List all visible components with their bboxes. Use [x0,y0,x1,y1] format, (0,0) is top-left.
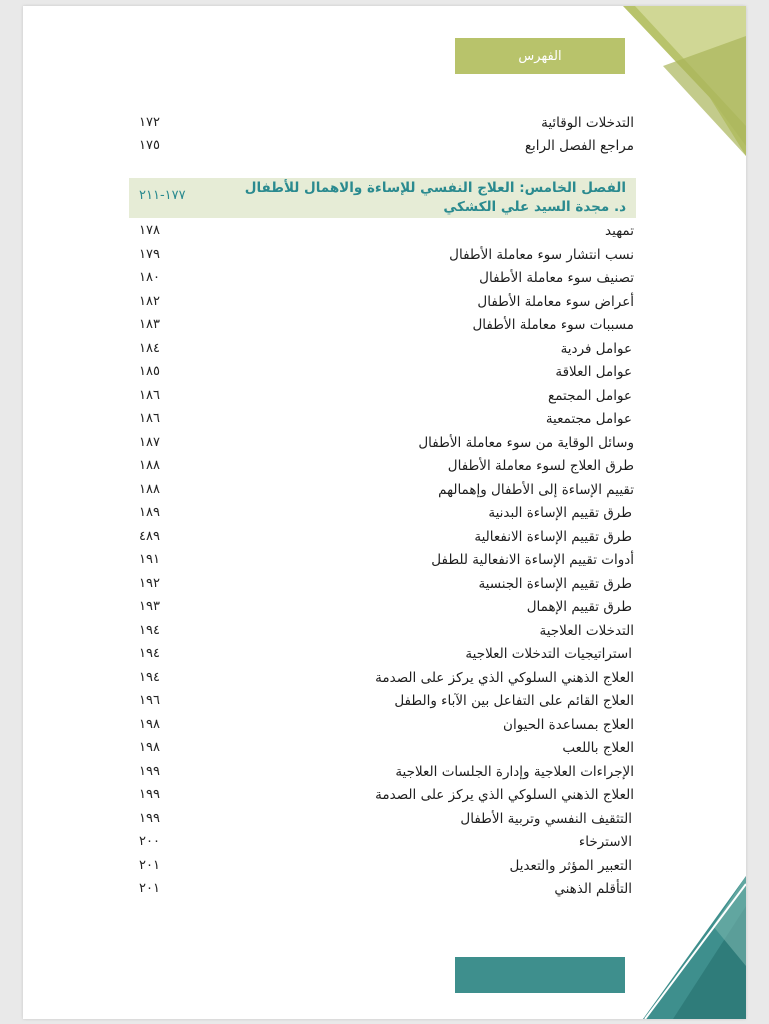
toc-entry [139,455,634,477]
toc-entry-title: الاسترخاء [578,834,632,850]
toc-entry [139,244,634,266]
toc-entry-title: العلاج الذهني السلوكي الذي يركز على الصدمة [375,787,634,803]
header-title: الفهرس [518,48,562,64]
toc-entry-title: تقييم الإساءة إلى الأطفال وإهمالهم [438,482,634,498]
toc-entry [139,549,634,571]
toc-entry [139,784,634,806]
toc-page-number: ١٧٥ [139,138,160,153]
toc-entry [139,714,634,736]
toc-page-number: ١٨٨ [139,458,160,473]
toc-entry-title: طرق تقييم الإهمال [526,599,632,615]
toc-page-number: ١٩٤ [139,670,160,685]
chapter-heading [129,178,636,218]
toc-page-number: ١٨٨ [139,482,160,497]
toc-entry-title: طرق تقييم الإساءة الجنسية [478,576,632,592]
toc-entry-title: وسائل الوقاية من سوء معاملة الأطفال [418,435,634,451]
toc-entry-title: التأقلم الذهني [554,881,632,897]
toc-entry [139,432,634,454]
toc-page-number: ٢٠١ [139,881,160,896]
toc-entry-title: نسب انتشار سوء معاملة الأطفال [449,247,634,263]
toc-entry-title: التعبير المؤثر والتعديل [509,858,632,874]
toc-entry [139,808,634,830]
toc-entry [139,596,634,618]
toc-page-number: ١٩٣ [139,599,160,614]
toc-entry [139,878,634,900]
toc-page-number: ١٨٠ [139,270,160,285]
toc-page-number: ١٩٤ [139,646,160,661]
toc-entry-title: مراجع الفصل الرابع [524,138,634,154]
toc-entry [139,135,634,157]
toc-entry-title: العلاج باللعب [562,740,634,756]
chapter-title: الفصل الخامس: العلاج النفسي للإساءة والاهمال للأطفال [244,180,626,196]
toc-page [23,6,746,1019]
toc-entry [139,408,634,430]
toc-page-number: ١٧٨ [139,223,160,238]
toc-entry [139,526,634,548]
toc-entry [139,620,634,642]
toc-entry [139,667,634,689]
toc-entry [139,690,634,712]
toc-entry [139,385,634,407]
toc-page-number: ١٩١ [139,552,160,567]
toc-entry [139,573,634,595]
toc-entry-title: طرق تقييم الإساءة الانفعالية [474,529,632,545]
toc-page-number: ١٨٧ [139,435,160,450]
toc-entry [139,737,634,759]
toc-entry [139,338,634,360]
toc-page-number: ٢٠٠ [139,834,160,849]
toc-page-number: ١٩٦ [139,693,160,708]
toc-page-number: ١٩٤ [139,623,160,638]
toc-page-number: ١٨٩ [139,505,160,520]
toc-page-number: ١٩٨ [139,717,160,732]
toc-entry [139,112,634,134]
toc-page-number: ٤٨٩ [139,529,160,544]
toc-entry-title: التدخلات العلاجية [539,623,634,639]
toc-entry-title: تمهيد [605,223,634,239]
toc-entry [139,831,634,853]
toc-entry [139,643,634,665]
toc-entry-title: الإجراءات العلاجية وإدارة الجلسات العلاجية [395,764,634,780]
toc-entry-title: تصنيف سوء معاملة الأطفال [479,270,634,286]
toc-entry-title: العلاج القائم على التفاعل بين الآباء والطفل [394,693,634,709]
toc-page-number: ١٧٩ [139,247,160,262]
toc-page-number: ١٩٨ [139,740,160,755]
toc-entry-title: عوامل فردية [560,341,632,357]
toc-entry-title: العلاج بمساعدة الحيوان [503,717,634,733]
toc-page-number: ١٩٩ [139,764,160,779]
toc-page-number: ١٧٢ [139,115,160,130]
toc-page-number: ١٨٣ [139,317,160,332]
toc-entry [139,314,634,336]
toc-entry [139,855,634,877]
toc-entry [139,479,634,501]
toc-entry [139,761,634,783]
toc-entry [139,502,634,524]
toc-list [23,6,746,1019]
toc-entry-title: أدوات تقييم الإساءة الانفعالية للطفل [431,552,634,568]
toc-entry-title: التثقيف النفسي وتربية الأطفال [460,811,632,827]
toc-page-number: ١٨٥ [139,364,160,379]
chapter-author: د. مجدة السيد علي الكشكي [443,199,626,215]
toc-page-number: ١٩٩ [139,787,160,802]
toc-entry-title: مسببات سوء معاملة الأطفال [472,317,634,333]
toc-page-number: ٢٠١ [139,858,160,873]
toc-entry-title: أعراض سوء معاملة الأطفال [477,294,634,310]
toc-page-number: ١٨٦ [139,388,160,403]
toc-entry-title: التدخلات الوقائية [541,115,634,131]
chapter-page-range: ١٧٧-٢١١ [139,188,186,203]
toc-entry [139,220,634,242]
toc-page-number: ١٨٤ [139,341,160,356]
toc-page-number: ١٨٢ [139,294,160,309]
toc-entry-title: استراتيجيات التدخلات العلاجية [465,646,632,662]
toc-entry-title: طرق العلاج لسوء معاملة الأطفال [447,458,634,474]
toc-entry-title: عوامل العلاقة [555,364,632,380]
toc-entry-title: العلاج الذهني السلوكي الذي يركز على الصدمة [375,670,634,686]
toc-entry [139,267,634,289]
toc-entry-title: عوامل مجتمعية [545,411,632,427]
toc-page-number: ١٩٩ [139,811,160,826]
toc-entry-title: عوامل المجتمع [548,388,632,404]
toc-page-number: ١٩٢ [139,576,160,591]
toc-entry-title: طرق تقييم الإساءة البدنية [488,505,632,521]
toc-entry [139,291,634,313]
toc-entry [139,361,634,383]
toc-page-number: ١٨٦ [139,411,160,426]
